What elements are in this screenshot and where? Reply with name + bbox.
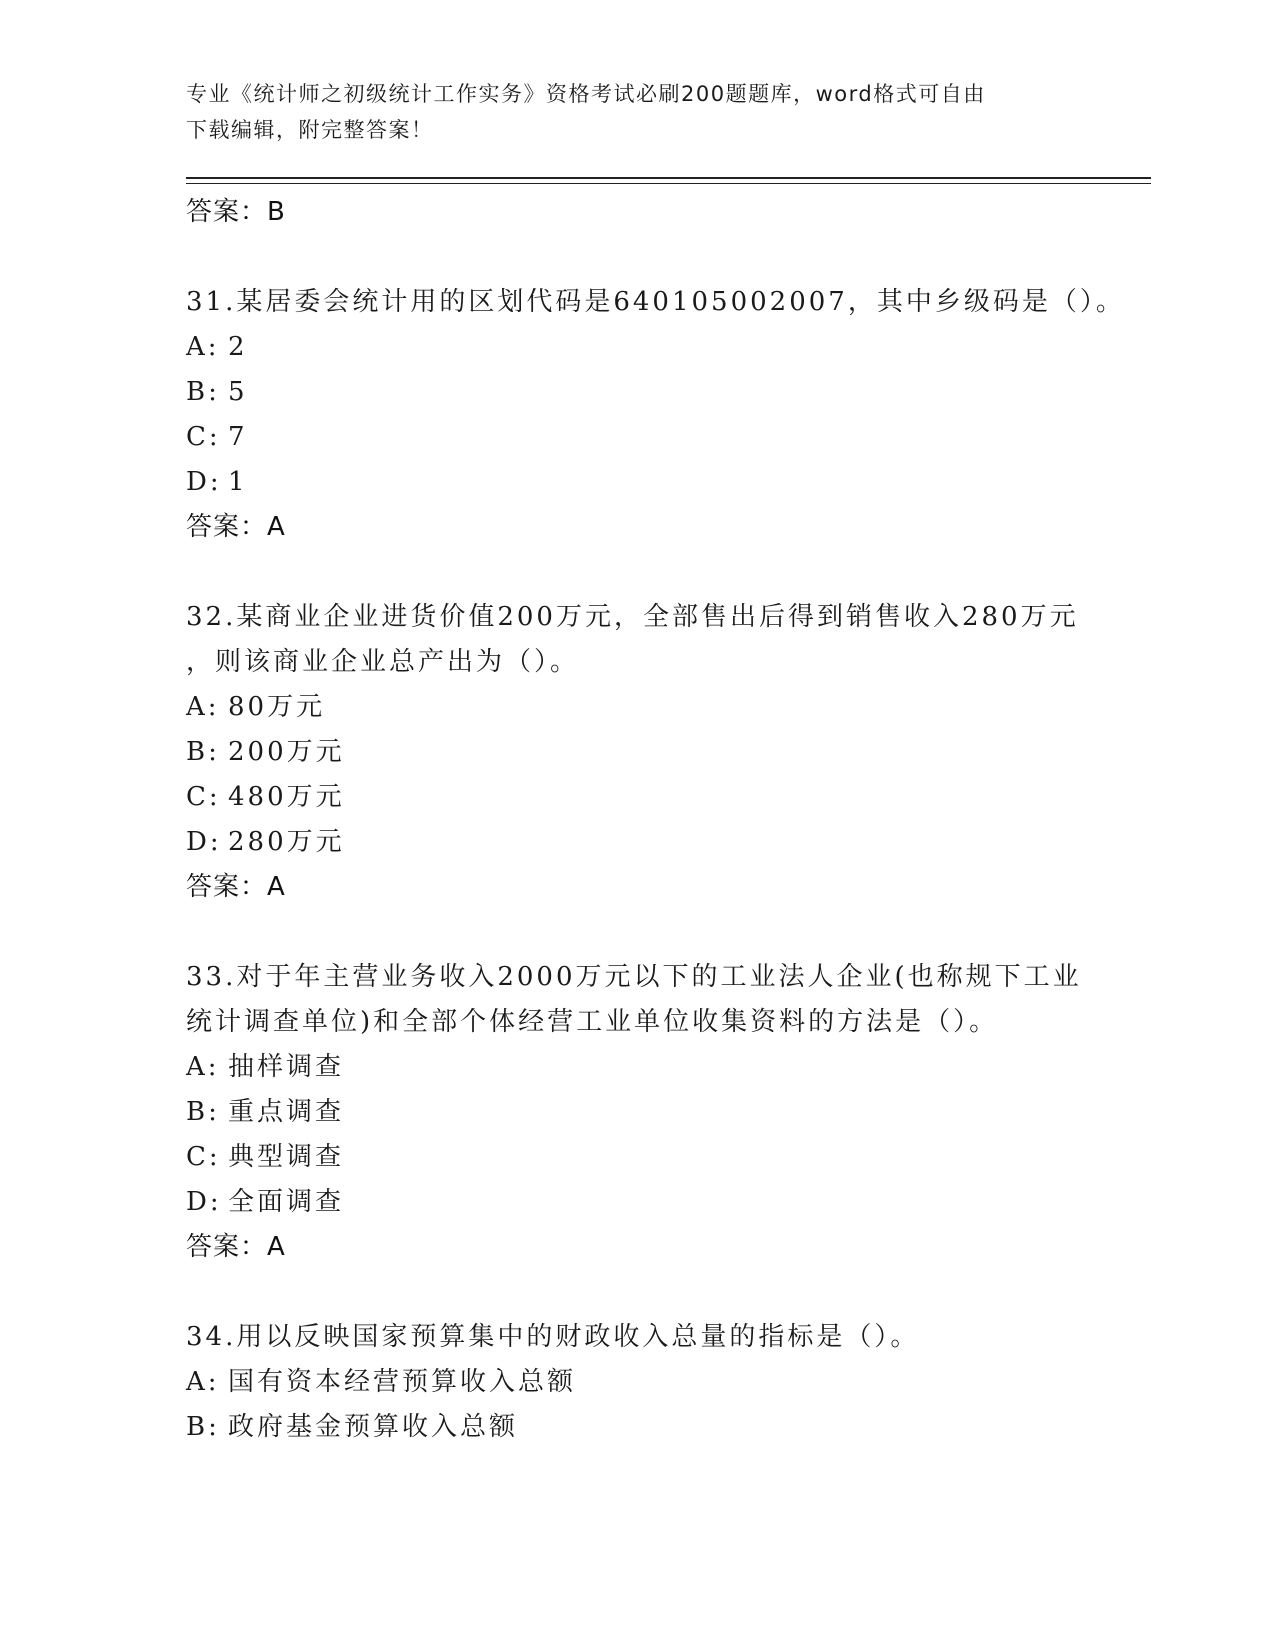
option-text: 200万元 bbox=[228, 737, 345, 767]
question-list bbox=[186, 190, 1125, 1450]
question-text: 32.某商业企业进货价值200万元，全部售出后得到销售收入280万元 bbox=[186, 602, 1079, 632]
option-text: 7 bbox=[228, 422, 248, 452]
option-a bbox=[186, 685, 1086, 730]
answer-line: 答案：A bbox=[186, 1232, 286, 1262]
question-text: 31.某居委会统计用的区划代码是640105002007，其中乡级码是（）。 bbox=[186, 287, 1125, 317]
spacer bbox=[186, 235, 1086, 280]
option-letter: A: bbox=[186, 1367, 220, 1397]
option-letter: A: bbox=[186, 1052, 220, 1082]
option-letter: B: bbox=[186, 1097, 220, 1127]
answer-line: 答案：A bbox=[186, 872, 286, 902]
option-c bbox=[186, 415, 1086, 460]
option-letter: C: bbox=[186, 1142, 221, 1172]
option-a bbox=[186, 1360, 1086, 1405]
option-letter: B: bbox=[186, 737, 220, 767]
header-divider-thick bbox=[186, 177, 1151, 179]
option-c bbox=[186, 1135, 1086, 1180]
header-line-1: 专业《统计师之初级统计工作实务》资格考试必刷200题题库，word格式可自由 bbox=[186, 82, 986, 106]
question-34 bbox=[186, 1315, 1086, 1450]
option-letter: A: bbox=[186, 692, 220, 722]
option-a bbox=[186, 1045, 1086, 1090]
option-letter: D: bbox=[186, 827, 222, 857]
question-33 bbox=[186, 955, 1086, 1270]
option-letter: C: bbox=[186, 782, 221, 812]
question-31 bbox=[186, 280, 1125, 550]
option-text: 80万元 bbox=[228, 692, 326, 722]
option-text: 抽样调查 bbox=[228, 1052, 345, 1082]
spacer bbox=[186, 1270, 1086, 1315]
option-text: 280万元 bbox=[228, 827, 345, 857]
option-b bbox=[186, 1405, 1086, 1450]
option-text: 480万元 bbox=[228, 782, 345, 812]
option-d bbox=[186, 460, 1086, 505]
option-text: 全面调查 bbox=[228, 1187, 345, 1217]
option-letter: D: bbox=[186, 467, 222, 497]
answer-line: 答案：A bbox=[186, 512, 286, 542]
option-text: 5 bbox=[228, 377, 248, 407]
question-32 bbox=[186, 595, 1086, 910]
option-text: 政府基金预算收入总额 bbox=[228, 1412, 519, 1442]
option-text: 重点调查 bbox=[228, 1097, 345, 1127]
question-text: 33.对于年主营业务收入2000万元以下的工业法人企业(也称规下工业 bbox=[186, 962, 1082, 992]
option-letter: D: bbox=[186, 1187, 222, 1217]
question-text-continued: 统计调查单位)和全部个体经营工业单位收集资料的方法是（）。 bbox=[186, 1007, 999, 1037]
option-d bbox=[186, 1180, 1086, 1225]
option-b bbox=[186, 1090, 1086, 1135]
option-a bbox=[186, 325, 1086, 370]
spacer bbox=[186, 910, 1086, 955]
option-b bbox=[186, 730, 1086, 775]
option-letter: A: bbox=[186, 332, 220, 362]
question-text-continued: ，则该商业企业总产出为（）。 bbox=[186, 647, 580, 677]
option-letter: C: bbox=[186, 422, 221, 452]
previous-answer: 答案：B bbox=[186, 197, 286, 227]
option-c bbox=[186, 775, 1086, 820]
option-letter: B: bbox=[186, 1412, 220, 1442]
question-text: 34.用以反映国家预算集中的财政收入总量的指标是（）。 bbox=[186, 1322, 920, 1352]
option-letter: B: bbox=[186, 377, 220, 407]
option-text: 1 bbox=[228, 467, 248, 497]
option-text: 国有资本经营预算收入总额 bbox=[228, 1367, 577, 1397]
header-line-2: 下载编辑，附完整答案！ bbox=[186, 118, 434, 142]
option-text: 2 bbox=[228, 332, 248, 362]
header-divider-thin bbox=[186, 183, 1151, 184]
spacer bbox=[186, 550, 1086, 595]
option-d bbox=[186, 820, 1086, 865]
option-text: 典型调查 bbox=[228, 1142, 345, 1172]
option-b bbox=[186, 370, 1086, 415]
page-header bbox=[186, 76, 1066, 148]
